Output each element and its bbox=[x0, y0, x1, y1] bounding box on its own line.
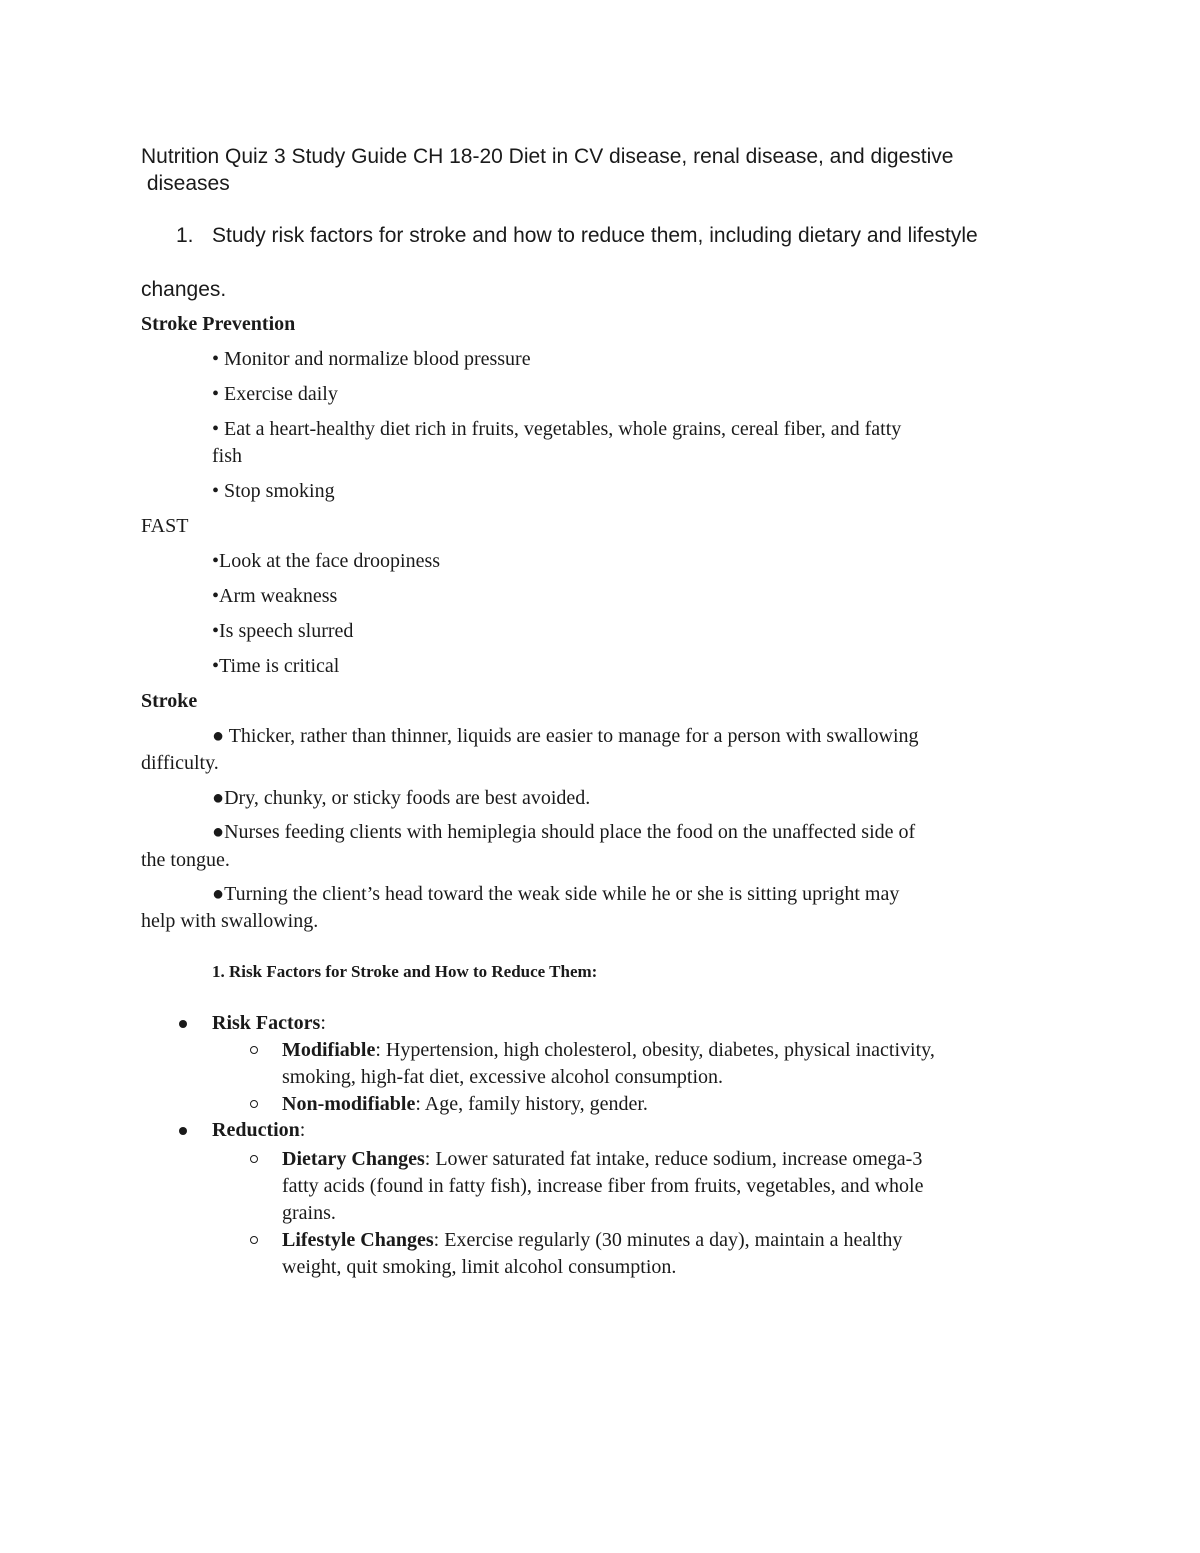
non-modifiable-item bbox=[282, 1091, 648, 1118]
stroke-paragraph: ●Nurses feeding clients with hemiplegia should place the food on the unaffected side of bbox=[212, 821, 916, 843]
dietary-changes-label: Dietary Changes bbox=[282, 1148, 425, 1170]
modifiable-label: Modifiable bbox=[282, 1039, 376, 1061]
dietary-changes-text: : Lower saturated fat intake, reduce sodium, increase omega-3 bbox=[424, 1148, 923, 1170]
prevention-item: • Monitor and normalize blood pressure bbox=[212, 348, 531, 370]
prevention-item: • Stop smoking bbox=[212, 480, 335, 502]
fast-item: •Arm weakness bbox=[212, 585, 338, 607]
question-text: Study risk factors for stroke and how to reduce them, including dietary and lifestyle bbox=[212, 224, 978, 247]
stroke-paragraph: ●Dry, chunky, or sticky foods are best avoided. bbox=[212, 787, 591, 809]
fast-item: •Is speech slurred bbox=[212, 620, 354, 642]
risk-factors-label: Risk Factors bbox=[212, 1012, 321, 1034]
fast-item: •Look at the face droopiness bbox=[212, 550, 441, 572]
stroke-paragraph-continued: difficulty. bbox=[141, 752, 219, 774]
lifestyle-changes-label: Lifestyle Changes bbox=[282, 1229, 434, 1251]
lifestyle-changes-item bbox=[282, 1227, 902, 1281]
reduction-item bbox=[212, 1117, 305, 1144]
title-line-2: diseases bbox=[141, 172, 230, 195]
prevention-item: • Eat a heart-healthy diet rich in fruits, vegetables, whole grains, cereal fiber, and fatty bbox=[212, 418, 902, 440]
stroke-paragraph: ● Thicker, rather than thinner, liquids are easier to manage for a person with swallowing bbox=[212, 725, 919, 747]
modifiable-item bbox=[282, 1037, 935, 1091]
bullet-hollow-icon bbox=[250, 1100, 258, 1108]
lifestyle-changes-text-continued: weight, quit smoking, limit alcohol consumption. bbox=[282, 1256, 677, 1278]
risk-factors-item bbox=[212, 1010, 326, 1037]
lifestyle-changes-text: : Exercise regularly (30 minutes a day), maintain a healthy bbox=[433, 1229, 903, 1251]
dietary-changes-text-continued: fatty acids (found in fatty fish), increase fiber from fruits, vegetables, and whole bbox=[282, 1175, 924, 1197]
reduction-label: Reduction bbox=[212, 1119, 300, 1141]
document-title bbox=[141, 143, 953, 197]
stroke-paragraph-continued: the tongue. bbox=[141, 849, 230, 871]
fast-item: •Time is critical bbox=[212, 655, 340, 677]
fast-heading: FAST bbox=[141, 515, 189, 537]
bullet-hollow-icon bbox=[250, 1155, 258, 1163]
title-line-1: Nutrition Quiz 3 Study Guide CH 18-20 Diet in CV disease, renal disease, and digestive bbox=[141, 145, 954, 168]
question-text-continued: changes. bbox=[141, 278, 227, 301]
risk-factors-section-heading: 1. Risk Factors for Stroke and How to Reduce Them: bbox=[212, 962, 598, 981]
question-number: 1. bbox=[176, 224, 194, 247]
modifiable-text: : Hypertension, high cholesterol, obesity, diabetes, physical inactivity, bbox=[375, 1039, 935, 1061]
prevention-item-continued: fish bbox=[212, 445, 242, 467]
bullet-filled-icon bbox=[179, 1020, 187, 1028]
bullet-hollow-icon bbox=[250, 1046, 258, 1054]
dietary-changes-item bbox=[282, 1146, 923, 1227]
modifiable-text-continued: smoking, high-fat diet, excessive alcohol consumption. bbox=[282, 1066, 724, 1088]
bullet-hollow-icon bbox=[250, 1236, 258, 1244]
non-modifiable-text: : Age, family history, gender. bbox=[415, 1093, 648, 1115]
non-modifiable-label: Non-modifiable bbox=[282, 1093, 416, 1115]
dietary-changes-text-continued: grains. bbox=[282, 1202, 336, 1224]
bullet-filled-icon bbox=[179, 1127, 187, 1135]
stroke-paragraph: ●Turning the client’s head toward the weak side while he or she is sitting upright may bbox=[212, 883, 900, 905]
stroke-paragraph-continued: help with swallowing. bbox=[141, 910, 319, 932]
risk-factors-colon: : bbox=[320, 1012, 326, 1034]
stroke-prevention-heading: Stroke Prevention bbox=[141, 313, 296, 335]
stroke-heading: Stroke bbox=[141, 690, 198, 712]
prevention-item: • Exercise daily bbox=[212, 383, 338, 405]
reduction-colon: : bbox=[299, 1119, 306, 1141]
